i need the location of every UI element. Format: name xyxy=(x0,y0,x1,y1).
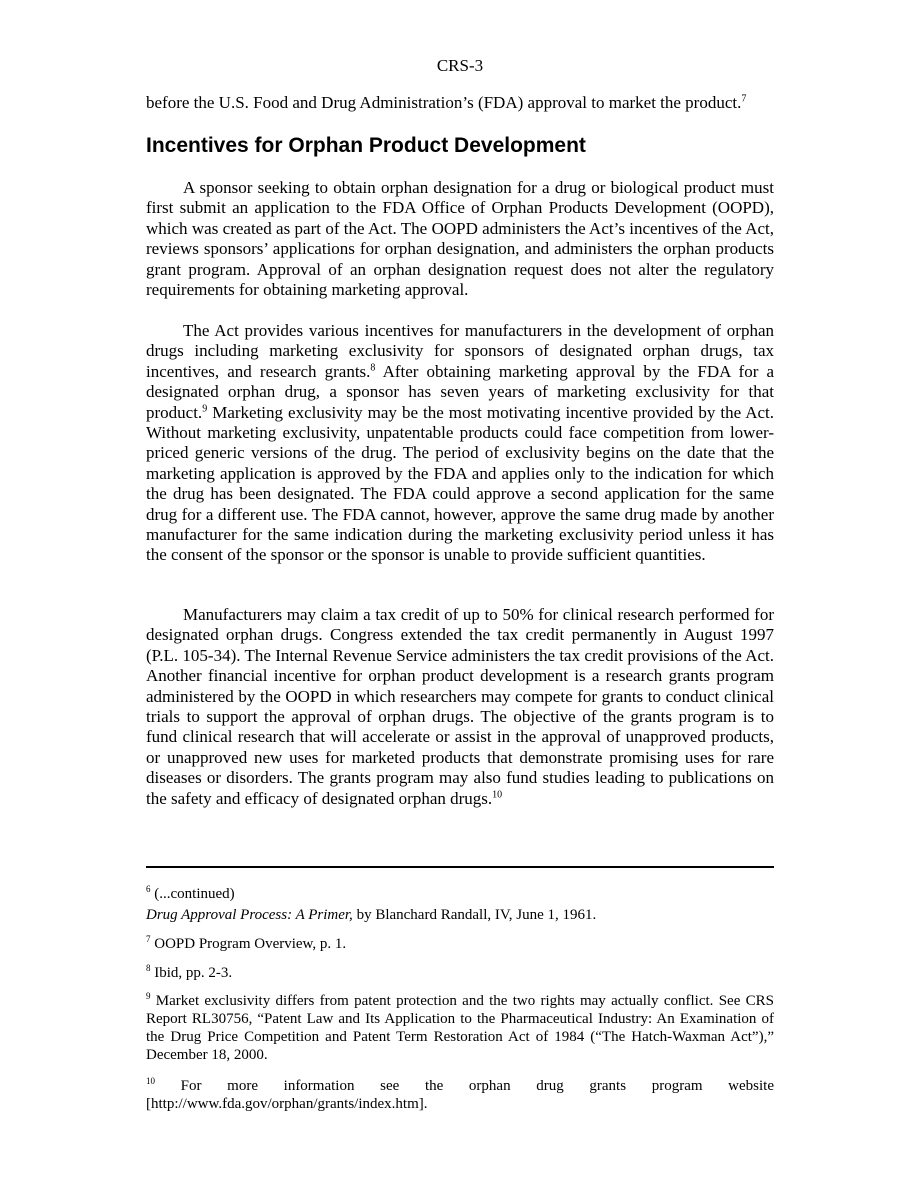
continued-line: before the U.S. Food and Drug Administration’s (FDA) approval to market the product.$^7$ xyxy=(146,93,747,112)
section-heading: Incentives for Orphan Product Development xyxy=(146,134,586,157)
footnote-7: $^7$ OOPD Program Overview, p. 1. xyxy=(146,934,347,952)
paragraph-orphan-designation: A sponsor seeking to obtain orphan designation for a drug or biological product must first submit an application to the FDA Office of Orphan Products Development (OOPD), which was created as part of the Act. The OOPD administers the Act’s incentives of the Act, reviews sponsors’ applications for orphan designation, and administers the orphan products grant program. Approval of an orphan designation request does not alter the regulatory requirements for obtaining marketing approval. xyxy=(146,178,774,300)
footnote-ref-7[interactable]: 7 xyxy=(741,93,747,105)
footnote-ref-9[interactable]: 9 xyxy=(202,402,208,414)
footnote-6: $^6$ (...continued) xyxy=(146,884,235,902)
footnote-9: $^9$ Market exclusivity differs from patent protection and the two rights may actually conflict. See CRS Report RL30756, “Patent Law and Its Application to the Pharmaceutical Industry: An Examination of the Drug Price Competition and Patent Term Restoration Act of 1984 (“The Hatch-Waxman Act”),” December 18, 2000. xyxy=(146,991,774,1063)
footnote-6-continuation: Drug Approval Process: A Primer, by Blanchard Randall, IV, June 1, 1961. xyxy=(146,907,597,923)
grants-website-link[interactable]: [http://www.fda.gov/orphan/grants/index.htm]. xyxy=(146,1096,428,1112)
footnote-ref-10[interactable]: 10 xyxy=(492,789,503,800)
paragraph-tax-credit: Manufacturers may claim a tax credit of up to 50% for clinical research performed for designated orphan drugs. Congress extended the tax credit permanently in August 1997 (P.L. 105-34). The Internal Revenue Service administers the tax credit provisions of the Act. Another financial incentive for orphan product development is a research grants program administered by the OOPD in which researchers may compete for grants to conduct clinical trials to support the approval of orphan drugs. The objective of the grants program is to fund clinical research that will accelerate or assist in the approval of unapproved products, or unapproved new uses for marketed products that demonstrate promising uses for rare diseases or disorders. The grants program may also fund studies leading to publications on the safety and efficacy of designated orphan drugs.$^{10}$ xyxy=(146,605,774,808)
footnote-divider xyxy=(146,866,774,868)
footnote-8: $^8$ Ibid, pp. 2-3. xyxy=(146,963,233,981)
page-number-header: CRS-3 xyxy=(436,56,484,75)
footnote-10: $^{10}$ For more information see the orphan drug grants program website [http://www.fda.gov/orphan/grants/index.htm]. xyxy=(146,1076,775,1112)
footnote-ref-8[interactable]: 8 xyxy=(370,362,376,374)
paragraph-incentives: The Act provides various incentives for manufacturers in the development of orphan drugs including marketing exclusivity for sponsors of designated orphan drugs, tax incentives, and research grants.$^8$ After obtaining marketing approval by the FDA for a designated orphan drug, a sponsor has seven years of marketing exclusivity for that product.$^9$ Marketing exclusivity may be the most motivating incentive provided by the Act. Without marketing exclusivity, unpatentable products could face competition from lower-priced generic versions of the drug. The period of exclusivity begins on the date that the marketing application is approved by the FDA and applies only to the indication for which the drug has been designated. The FDA could approve a second application for the same drug for a different use. The FDA cannot, however, approve the same drug made by another manufacturer for the same indication during the marketing exclusivity period unless it has the consent of the sponsor or the sponsor is unable to provide sufficient quantities. xyxy=(146,321,775,565)
